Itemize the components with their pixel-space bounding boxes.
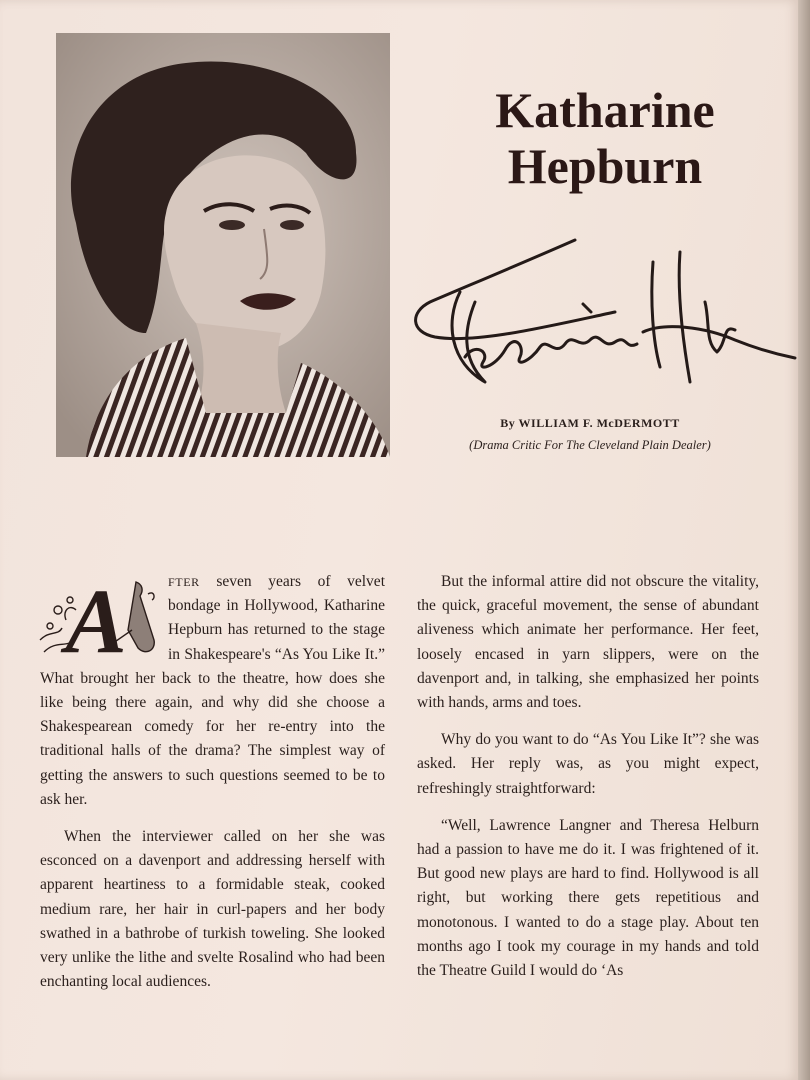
paragraph-4: Why do you want to do “As You Like It”? she was asked. Her reply was, as you might expect, refreshingly straightforward: <box>417 731 759 797</box>
signature-icon <box>405 232 800 392</box>
portrait-icon <box>56 33 390 457</box>
decorative-dropcap-icon <box>36 570 158 664</box>
right-column <box>417 570 759 996</box>
page-edge <box>798 0 810 1080</box>
lead-caps: FTER <box>168 575 200 589</box>
portrait-photo <box>56 33 390 457</box>
dropcap-letter: A <box>65 570 127 664</box>
paragraph-2: When the interviewer called on her she was esconced on a davenport and addressing herself with apparent heartiness to a formidable steak, cooked medium rare, her hair in curl-papers and her body swathed in a bathrobe of turkish toweling. She looked very unlike the lithe and svelte Rosalind who had been enchanting local audiences. <box>40 828 385 991</box>
paragraph-1 <box>40 570 385 812</box>
title-line-1: Katharine <box>495 82 715 138</box>
paragraph-3: But the informal attire did not obscure the vitality, the quick, graceful movement, the sense of abundant aliveness which animate her performance. Her feet, loosely encased in yarn slippers, were on the davenport and, in talking, she emphasized her points with hands, arms and toes. <box>417 573 759 712</box>
author-affiliation: (Drama Critic For The Cleveland Plain Dealer) <box>469 438 711 452</box>
title-line-2: Hepburn <box>507 138 703 194</box>
paragraph-5: “Well, Lawrence Langner and Theresa Helburn had a passion to have me do it. I was frightened of it. But good new plays are hard to find. Hollywood is all right, but working there gets repetitious and monotonous. I wanted to do a stage play. About ten months ago I took my courage in my hands and told the Theatre Guild I would do ‘As <box>417 816 759 980</box>
paragraph-1-text: seven years of velvet bondage in Hollywood, Katharine Hepburn has returned to the stage in Shakespeare's “As You Like It.” What brought her back to the theatre, how does she like being there again, and why did she choose a Shakespearean comedy for her re-entry into the traditional halls of the drama? The simplest way of getting the answers to such questions seemed to be to ask her. <box>40 573 385 808</box>
byline: By WILLIAM F. McDERMOTT <box>500 416 680 430</box>
left-column <box>40 570 385 1007</box>
article-title <box>440 82 770 194</box>
signature <box>405 232 800 392</box>
